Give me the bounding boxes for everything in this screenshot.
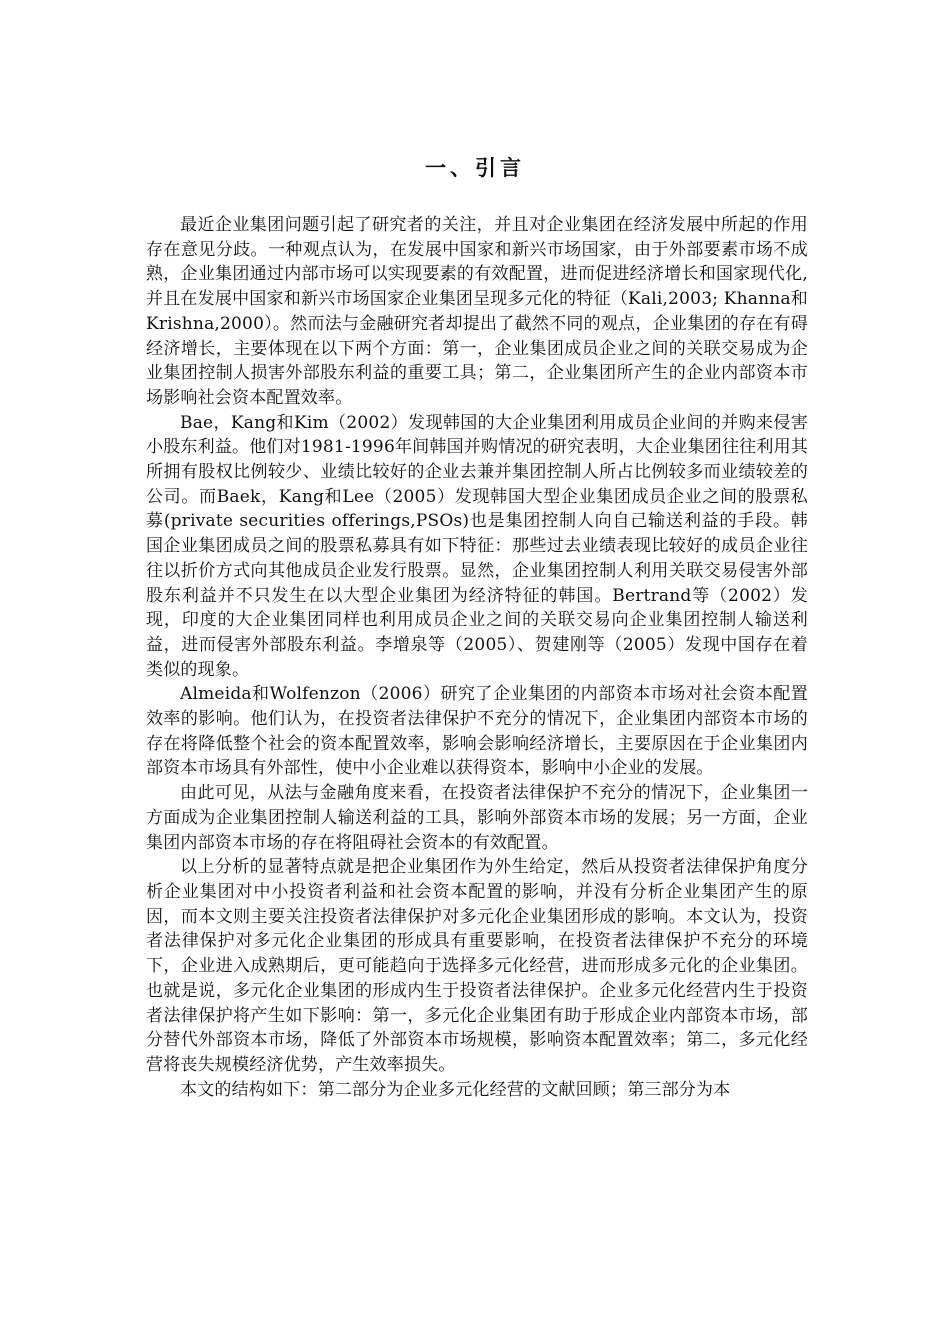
section-heading: 一、引言 bbox=[425, 155, 525, 180]
body-text bbox=[146, 213, 808, 1102]
paragraph-4: 由此可见，从法与金融角度来看，在投资者法律保护不充分的情况下，企业集团一方面成为企业集团控制人输送利益的工具，影响外部资本市场的发展；另一方面，企业集团内部资本市场的存在将阻碍社会资本的有效配置。 bbox=[146, 783, 808, 853]
paragraph-1: 最近企业集团问题引起了研究者的关注，并且对企业集团在经济发展中所起的作用存在意见分歧。一种观点认为，在发展中国家和新兴市场国家，由于外部要素市场不成熟，企业集团通过内部市场可以实现要素的有效配置，进而促进经济增长和国家现代化,并且在发展中国家和新兴市场国家企业集团呈现多元化的特征（Kali,2003; Khanna和Krishna,2000）。然而法与金融研究者却提出了截然不同的观点，企业集团的存在有碍经济增长，主要体现在以下两个方面：第一，企业集团成员企业之间的关联交易成为企业集团控制人损害外部股东利益的重要工具；第二，企业集团所产生的企业内部资本市场影响社会资本配置效率。 bbox=[146, 215, 808, 408]
paragraph-5: 以上分析的显著特点就是把企业集团作为外生给定，然后从投资者法律保护角度分析企业集团对中小投资者利益和社会资本配置的影响，并没有分析企业集团产生的原因，而本文则主要关注投资者法律保护对多元化企业集团形成的影响。本文认为，投资者法律保护对多元化企业集团的形成具有重要影响，在投资者法律保护不充分的环境下，企业进入成熟期后，更可能趋向于选择多元化经营，进而形成多元化的企业集团。也就是说，多元化企业集团的形成内生于投资者法律保护。企业多元化经营内生于投资者法律保护将产生如下影响：第一，多元化企业集团有助于形成企业内部资本市场，部分替代外部资本市场，降低了外部资本市场规模，影响资本配置效率；第二，多元化经营将丧失规模经济优势，产生效率损失。 bbox=[146, 857, 808, 1075]
paragraph-2: Bae，Kang和Kim（2002）发现韩国的大企业集团利用成员企业间的并购来侵害小股东利益。他们对1981-1996年间韩国并购情况的研究表明，大企业集团往往利用其所拥有股权比例较少、业绩比较好的企业去兼并集团控制人所占比例较多而业绩较差的公司。而Baek，Kang和Lee（2005）发现韩国大型企业集团成员企业之间的股票私募(private securities offerings,PSOs)也是集团控制人向自己输送利益的手段。韩国企业集团成员之间的股票私募具有如下特征：那些过去业绩表现比较好的成员企业往往以折价方式向其他成员企业发行股票。显然，企业集团控制人利用关联交易侵害外部股东利益并不只发生在以大型企业集团为经济特征的韩国。Bertrand等（2002）发现，印度的大企业集团同样也利用成员企业之间的关联交易向企业集团控制人输送利益，进而侵害外部股东利益。李增泉等（2005）、贺建刚等（2005）发现中国存在着类似的现象。 bbox=[146, 412, 808, 680]
paragraph-6: 本文的结构如下：第二部分为企业多元化经营的文献回顾；第三部分为本 bbox=[180, 1079, 731, 1100]
paragraph-3: Almeida和Wolfenzon（2006）研究了企业集团的内部资本市场对社会资本配置效率的影响。他们认为，在投资者法律保护不充分的情况下，企业集团内部资本市场的存在将降低整个社会的资本配置效率，影响会影响经济增长，主要原因在于企业集团内部资本市场具有外部性，使中小企业难以获得资本，影响中小企业的发展。 bbox=[146, 684, 808, 779]
